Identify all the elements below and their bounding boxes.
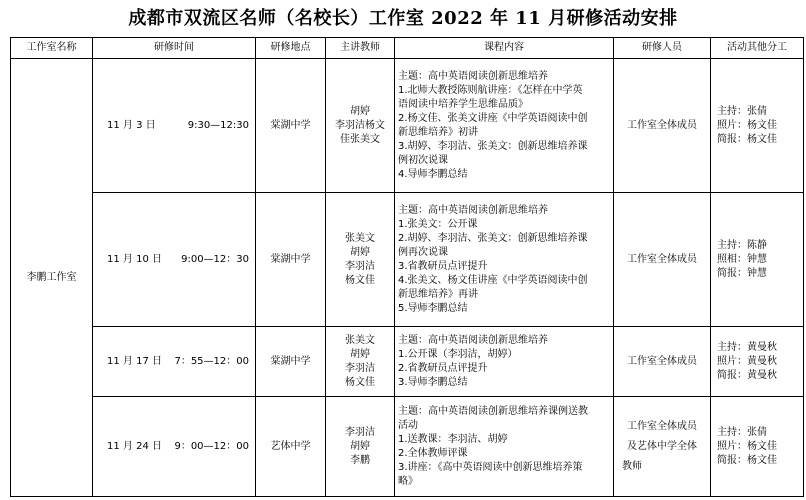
header-row bbox=[11, 38, 804, 59]
teacher: 胡婷 bbox=[350, 348, 370, 360]
role: 主持：张倩 bbox=[717, 105, 767, 117]
role: 照相：钟慧 bbox=[717, 253, 767, 265]
date: 11 月 17 日 bbox=[107, 355, 162, 367]
content-line: 3.省教研员点评提升 bbox=[398, 260, 488, 272]
header-participants: 研修人员 bbox=[614, 38, 711, 59]
header-location: 研修地点 bbox=[256, 38, 326, 59]
header-time: 研修时间 bbox=[93, 38, 256, 59]
teachers-cell bbox=[326, 59, 395, 193]
time-cell bbox=[93, 397, 256, 497]
teacher: 李羽洁 bbox=[345, 260, 375, 272]
location: 棠湖中学 bbox=[270, 119, 311, 131]
content-line: 4.导师李鹏总结 bbox=[398, 168, 468, 180]
content-line: 2.全体教师评课 bbox=[398, 447, 468, 459]
role: 简报：钟慧 bbox=[717, 267, 767, 279]
participants: 工作室全体成员 bbox=[627, 355, 697, 367]
time: 7：55—12：00 bbox=[174, 355, 249, 367]
content-line: 1.公开课（李羽洁，胡婷） bbox=[398, 348, 518, 360]
teacher: 张美文 bbox=[345, 232, 375, 244]
role: 照片：黄曼秋 bbox=[717, 355, 777, 367]
content-cell bbox=[395, 327, 614, 397]
participants: 工作室全体成员 bbox=[627, 253, 697, 265]
content-line: 3.讲座：《高中英语阅读中创新思维培养策 bbox=[398, 461, 583, 473]
content-line: 1.张美文：公开课 bbox=[398, 218, 478, 230]
location-cell bbox=[256, 397, 326, 497]
content-line: 3.导师李鹏总结 bbox=[398, 376, 468, 388]
time-cell bbox=[93, 327, 256, 397]
content-line: 活动 bbox=[398, 419, 418, 431]
participants-cell bbox=[614, 397, 711, 497]
time: 9:00—12：30 bbox=[181, 253, 249, 265]
location: 艺体中学 bbox=[270, 440, 311, 452]
teacher: 佳张美文 bbox=[340, 133, 380, 145]
content-line: 例再次说课 bbox=[398, 246, 448, 258]
teacher: 李羽洁 bbox=[345, 362, 375, 374]
location-cell bbox=[256, 59, 326, 193]
studio-name: 李鹏工作室 bbox=[26, 271, 77, 283]
content-line: 语阅读中培养学生思维品质》 bbox=[398, 98, 528, 110]
location: 棠湖中学 bbox=[270, 253, 311, 265]
role: 简报：杨文佳 bbox=[717, 133, 777, 145]
document-title: 成都市双流区名师（名校长）工作室 2022 年 11 月研修活动安排 bbox=[128, 8, 678, 29]
participants: 工作室全体成员 bbox=[627, 420, 697, 432]
participants-cell bbox=[614, 193, 711, 327]
location-cell bbox=[256, 193, 326, 327]
role: 照片：杨文佳 bbox=[717, 440, 777, 452]
roles-cell bbox=[711, 193, 804, 327]
content-line: 4.张美文、杨文佳讲座《中学英语阅读中创 bbox=[398, 274, 588, 286]
content-line: 3.胡婷、李羽洁、张美文：创新思维培养课 bbox=[398, 140, 588, 152]
participants-cell bbox=[614, 327, 711, 397]
participants: 及艺体中学全体 bbox=[627, 440, 697, 452]
content-cell bbox=[395, 397, 614, 497]
content-line: 2.胡婷、李羽洁、张美文：创新思维培养课 bbox=[398, 232, 588, 244]
role: 主持：黄曼秋 bbox=[717, 341, 777, 353]
roles-cell bbox=[711, 397, 804, 497]
teacher: 杨文佳 bbox=[345, 274, 375, 286]
content-line: 主题：高中英语阅读创新思维培养 bbox=[398, 204, 548, 216]
role: 照片：杨文佳 bbox=[717, 119, 777, 131]
teacher: 胡婷 bbox=[350, 440, 370, 452]
content-line: 5.导师李鹏总结 bbox=[398, 302, 468, 314]
roles-cell bbox=[711, 327, 804, 397]
table-row bbox=[11, 193, 804, 327]
schedule-table bbox=[10, 37, 804, 497]
role: 简报：黄曼秋 bbox=[717, 369, 777, 381]
teacher: 杨文佳 bbox=[345, 376, 375, 388]
roles-cell bbox=[711, 59, 804, 193]
content-line: 例初次说课 bbox=[398, 154, 448, 166]
header-studio: 工作室名称 bbox=[11, 38, 93, 59]
header-roles: 活动其他分工 bbox=[711, 38, 804, 59]
content-cell bbox=[395, 59, 614, 193]
date: 11 月 10 日 bbox=[107, 253, 162, 265]
teacher: 李羽洁杨文 bbox=[335, 119, 385, 131]
teacher: 张美文 bbox=[345, 334, 375, 346]
content-line: 1.送教课：李羽洁、胡婷 bbox=[398, 433, 508, 445]
time-cell bbox=[93, 59, 256, 193]
table-row bbox=[11, 327, 804, 397]
content-line: 1.北师大教授陈则航讲座：《怎样在中学英 bbox=[398, 84, 583, 96]
location: 棠湖中学 bbox=[270, 355, 311, 367]
content-line: 新思维培养》再讲 bbox=[398, 288, 478, 300]
studio-name-cell bbox=[11, 59, 93, 497]
content-line: 2.省教研员点评提升 bbox=[398, 362, 488, 374]
teacher: 胡婷 bbox=[350, 105, 370, 117]
role: 主持：张倩 bbox=[717, 426, 767, 438]
participants-cell bbox=[614, 59, 711, 193]
table-row bbox=[11, 59, 804, 193]
content-line: 主题：高中英语阅读创新思维培养课例送教 bbox=[398, 405, 588, 417]
header-teachers: 主讲教师 bbox=[326, 38, 395, 59]
content-line: 主题：高中英语阅读创新思维培养 bbox=[398, 70, 548, 82]
participants: 教师 bbox=[622, 460, 642, 472]
table-row bbox=[11, 397, 804, 497]
content-line: 略》 bbox=[398, 475, 418, 487]
teacher: 李羽洁 bbox=[345, 426, 375, 438]
role: 主持：陈静 bbox=[717, 239, 767, 251]
date: 11 月 24 日 bbox=[107, 440, 162, 452]
teachers-cell bbox=[326, 327, 395, 397]
teachers-cell bbox=[326, 193, 395, 327]
participants: 工作室全体成员 bbox=[627, 119, 697, 131]
time: 9：00—12：00 bbox=[174, 440, 249, 452]
teacher: 胡婷 bbox=[350, 246, 370, 258]
teachers-cell bbox=[326, 397, 395, 497]
content-line: 2.杨文佳、张美文讲座《中学英语阅读中创 bbox=[398, 112, 588, 124]
header-content: 课程内容 bbox=[395, 38, 614, 59]
content-line: 新思维培养》初讲 bbox=[398, 126, 478, 138]
time-cell bbox=[93, 193, 256, 327]
time: 9:30—12:30 bbox=[187, 119, 249, 131]
content-line: 主题：高中英语阅读创新思维培养 bbox=[398, 334, 548, 346]
teacher: 李鹏 bbox=[350, 454, 370, 466]
date: 11 月 3 日 bbox=[107, 119, 156, 131]
location-cell bbox=[256, 327, 326, 397]
role: 简报：杨文佳 bbox=[717, 454, 777, 466]
content-cell bbox=[395, 193, 614, 327]
